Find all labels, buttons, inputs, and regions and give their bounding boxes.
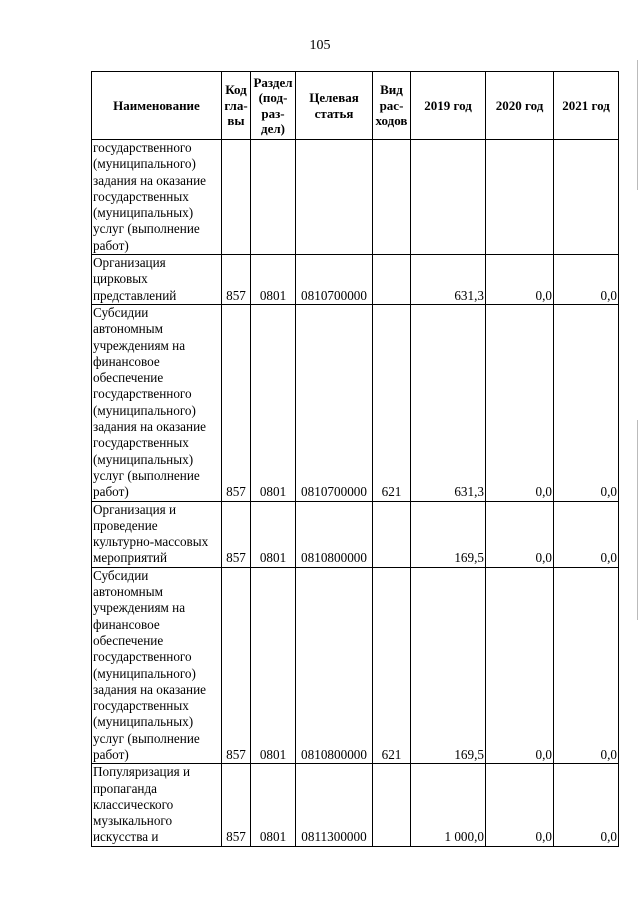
scan-margin-line: [637, 420, 638, 620]
row-name: [92, 304, 222, 501]
row-target-article: 0810800000: [296, 567, 373, 764]
row-name-line: обеспечение: [93, 370, 164, 386]
row-name-line: учреждениям на: [93, 337, 186, 353]
budget-table: [91, 71, 619, 847]
scan-margin-line: [637, 60, 638, 190]
table-row: [92, 567, 619, 764]
row-name-line: искусства и: [93, 829, 159, 845]
header-expense-type: Вид рас- ходов: [373, 72, 411, 140]
row-chapter-code: 857: [222, 764, 251, 846]
header-year-2019: 2019 год: [411, 72, 486, 140]
row-name-line: государственных: [93, 188, 189, 204]
row-value-2020: 0,0: [486, 764, 554, 846]
row-name-line: услуг (выполнение: [93, 221, 200, 237]
row-name-line: культурно-массовых: [93, 534, 209, 550]
page-number: 105: [309, 38, 331, 53]
row-name: [92, 255, 222, 305]
row-name-line: государственного: [93, 386, 192, 402]
row-chapter-code: [222, 140, 251, 255]
row-chapter-code: 857: [222, 501, 251, 567]
row-value-2020: 0,0: [486, 501, 554, 567]
row-section: [251, 140, 296, 255]
row-name-line: (муниципальных): [93, 714, 194, 730]
row-name: [92, 567, 222, 764]
row-value-2020: 0,0: [486, 255, 554, 305]
header-year-2020: 2020 год: [486, 72, 554, 140]
row-chapter-code: 857: [222, 255, 251, 305]
row-name-line: музыкального: [93, 813, 173, 829]
row-name: [92, 764, 222, 846]
row-name-line: работ): [93, 484, 129, 500]
header-chapter-code: Код гла- вы: [222, 72, 251, 140]
row-name-line: государственных: [93, 698, 189, 714]
row-value-2021: 0,0: [554, 567, 619, 764]
row-name-line: финансовое: [93, 616, 160, 632]
row-name-line: Субсидии: [93, 567, 149, 583]
table-row: [92, 140, 619, 255]
row-value-2021: 0,0: [554, 304, 619, 501]
row-name-line: цирковых: [93, 271, 148, 287]
row-chapter-code: 857: [222, 567, 251, 764]
row-section: 0801: [251, 304, 296, 501]
row-name-line: проведение: [93, 517, 158, 533]
row-section: 0801: [251, 764, 296, 846]
row-value-2019: [411, 140, 486, 255]
row-name-line: автономным: [93, 321, 163, 337]
table-body: [92, 140, 619, 847]
row-name-line: Субсидии: [93, 304, 149, 320]
row-expense-type: 621: [373, 567, 411, 764]
row-expense-type: [373, 140, 411, 255]
header-row: [92, 72, 619, 140]
row-name-line: государственного: [93, 649, 192, 665]
row-name-line: государственного: [93, 140, 192, 155]
row-value-2020: 0,0: [486, 567, 554, 764]
table-row: [92, 255, 619, 305]
row-target-article: 0810700000: [296, 255, 373, 305]
row-name-line: Организация и: [93, 501, 177, 517]
row-name: [92, 140, 222, 255]
row-name-line: представлений: [93, 287, 177, 303]
row-name-line: Организация: [93, 255, 166, 271]
row-name-line: Популяризация и: [93, 764, 191, 780]
row-value-2021: 0,0: [554, 501, 619, 567]
row-name-line: (муниципального): [93, 402, 196, 418]
row-target-article: 0810800000: [296, 501, 373, 567]
row-name-line: услуг (выполнение: [93, 730, 200, 746]
row-expense-type: [373, 501, 411, 567]
row-expense-type: [373, 255, 411, 305]
header-year-2021: 2021 год: [554, 72, 619, 140]
row-name-line: обеспечение: [93, 632, 164, 648]
header-target-article: Целевая статья: [296, 72, 373, 140]
row-name-line: классического: [93, 796, 174, 812]
header-name: Наименование: [92, 72, 222, 140]
row-name-line: пропаганда: [93, 780, 158, 796]
row-name-line: (муниципального): [93, 665, 196, 681]
row-name-line: услуг (выполнение: [93, 467, 200, 483]
row-name-line: учреждениям на: [93, 600, 186, 616]
row-target-article: 0811300000: [296, 764, 373, 846]
row-section: 0801: [251, 501, 296, 567]
row-value-2019: 631,3: [411, 304, 486, 501]
row-section: 0801: [251, 255, 296, 305]
row-name-line: мероприятий: [93, 550, 168, 566]
row-expense-type: 621: [373, 304, 411, 501]
row-name-line: задания на оказание: [93, 681, 206, 697]
row-name-line: (муниципальных): [93, 205, 194, 221]
row-name-line: автономным: [93, 584, 163, 600]
row-expense-type: [373, 764, 411, 846]
row-name-line: (муниципальных): [93, 451, 194, 467]
row-name-line: (муниципального): [93, 156, 196, 172]
row-value-2020: 0,0: [486, 304, 554, 501]
row-name-line: работ): [93, 746, 129, 762]
row-target-article: 0810700000: [296, 304, 373, 501]
row-name-line: задания на оказание: [93, 419, 206, 435]
row-section: 0801: [251, 567, 296, 764]
table-row: [92, 764, 619, 846]
row-value-2021: [554, 140, 619, 255]
row-value-2019: 631,3: [411, 255, 486, 305]
row-value-2021: 0,0: [554, 764, 619, 846]
row-target-article: [296, 140, 373, 255]
row-value-2021: 0,0: [554, 255, 619, 305]
row-name: [92, 501, 222, 567]
header-section: Раздел (под- раз- дел): [251, 72, 296, 140]
row-name-line: финансовое: [93, 353, 160, 369]
row-value-2019: 169,5: [411, 501, 486, 567]
row-name-line: задания на оказание: [93, 172, 206, 188]
table-row: [92, 501, 619, 567]
table-row: [92, 304, 619, 501]
row-value-2019: 1 000,0: [411, 764, 486, 846]
row-name-line: работ): [93, 237, 129, 253]
row-value-2020: [486, 140, 554, 255]
row-chapter-code: 857: [222, 304, 251, 501]
row-value-2019: 169,5: [411, 567, 486, 764]
row-name-line: государственных: [93, 435, 189, 451]
